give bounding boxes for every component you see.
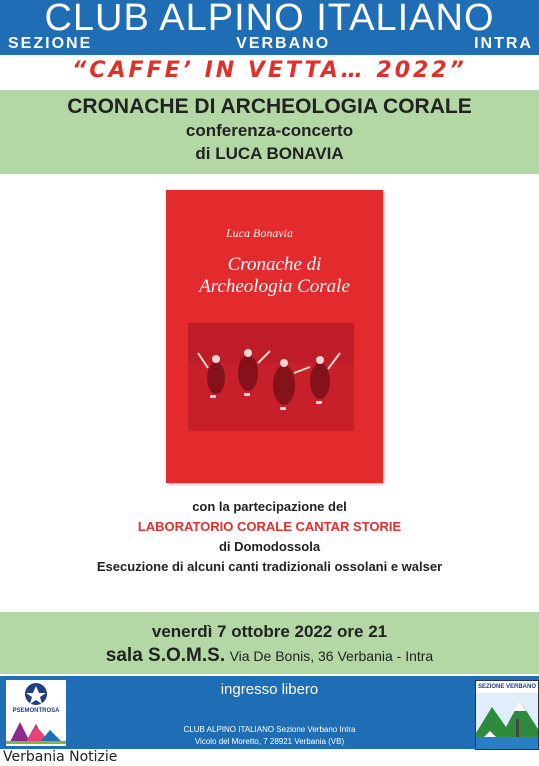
- header-banner: [0, 0, 539, 55]
- club-subtitle: [8, 36, 533, 52]
- entry-info: ingresso libero: [220, 681, 319, 698]
- venue-address: Via De Bonis, 36 Verbania - Intra: [229, 648, 434, 664]
- footer-banner: [0, 676, 539, 749]
- lake-mountain-icon: [476, 693, 538, 749]
- watermark-text: Verbania Notizie: [3, 749, 118, 765]
- tagline: “CAFFE’ IN VETTA… 2022”: [72, 58, 467, 83]
- event-venue: [0, 643, 539, 670]
- club-title: CLUB ALPINO ITALIANO: [44, 0, 495, 39]
- subtitle-word-sezione: SEZIONE: [8, 35, 93, 52]
- venue-name: sala S.O.M.S.: [105, 645, 226, 666]
- event-title: CRONACHE DI ARCHEOLOGIA CORALE: [67, 95, 472, 118]
- org-address: Vicolo del Moretto, 7 28921 Verbania (VB): [194, 737, 345, 746]
- choir-name: LABORATORIO CORALE CANTAR STORIE: [137, 519, 402, 534]
- participation-intro: con la partecipazione del: [192, 499, 347, 514]
- book-title: [166, 254, 383, 298]
- participation-block: [0, 497, 539, 577]
- dancers-illustration: [188, 323, 354, 431]
- choir-origin: di Domodossola: [218, 539, 321, 554]
- book-title-line2: Archeologia Corale: [199, 276, 350, 297]
- event-title-band: [0, 90, 539, 174]
- org-name: CLUB ALPINO ITALIANO Sezione Verbano Intra: [183, 725, 356, 734]
- sezione-verbano-logo: [475, 680, 539, 750]
- subtitle-word-verbano: VERBANO: [236, 35, 331, 52]
- book-title-line1: Cronache di: [227, 254, 322, 275]
- book-cover-image: [166, 190, 383, 483]
- book-author: Luca Bonavia: [226, 226, 293, 240]
- event-type: conferenza-concerto: [185, 121, 354, 140]
- event-date: venerdì 7 ottobre 2022 ore 21: [151, 622, 388, 641]
- sezione-verbano-label: SEZIONE VERBANO: [477, 684, 536, 690]
- program-description: Esecuzione di alcuni canti tradizionali ossolani e walser: [96, 559, 443, 574]
- psemontrosa-label: PSEMONTROSA: [12, 708, 60, 714]
- schedule-band: [0, 612, 539, 674]
- event-speaker: di LUCA BONAVIA: [195, 144, 344, 163]
- subtitle-word-intra: INTRA: [474, 35, 533, 52]
